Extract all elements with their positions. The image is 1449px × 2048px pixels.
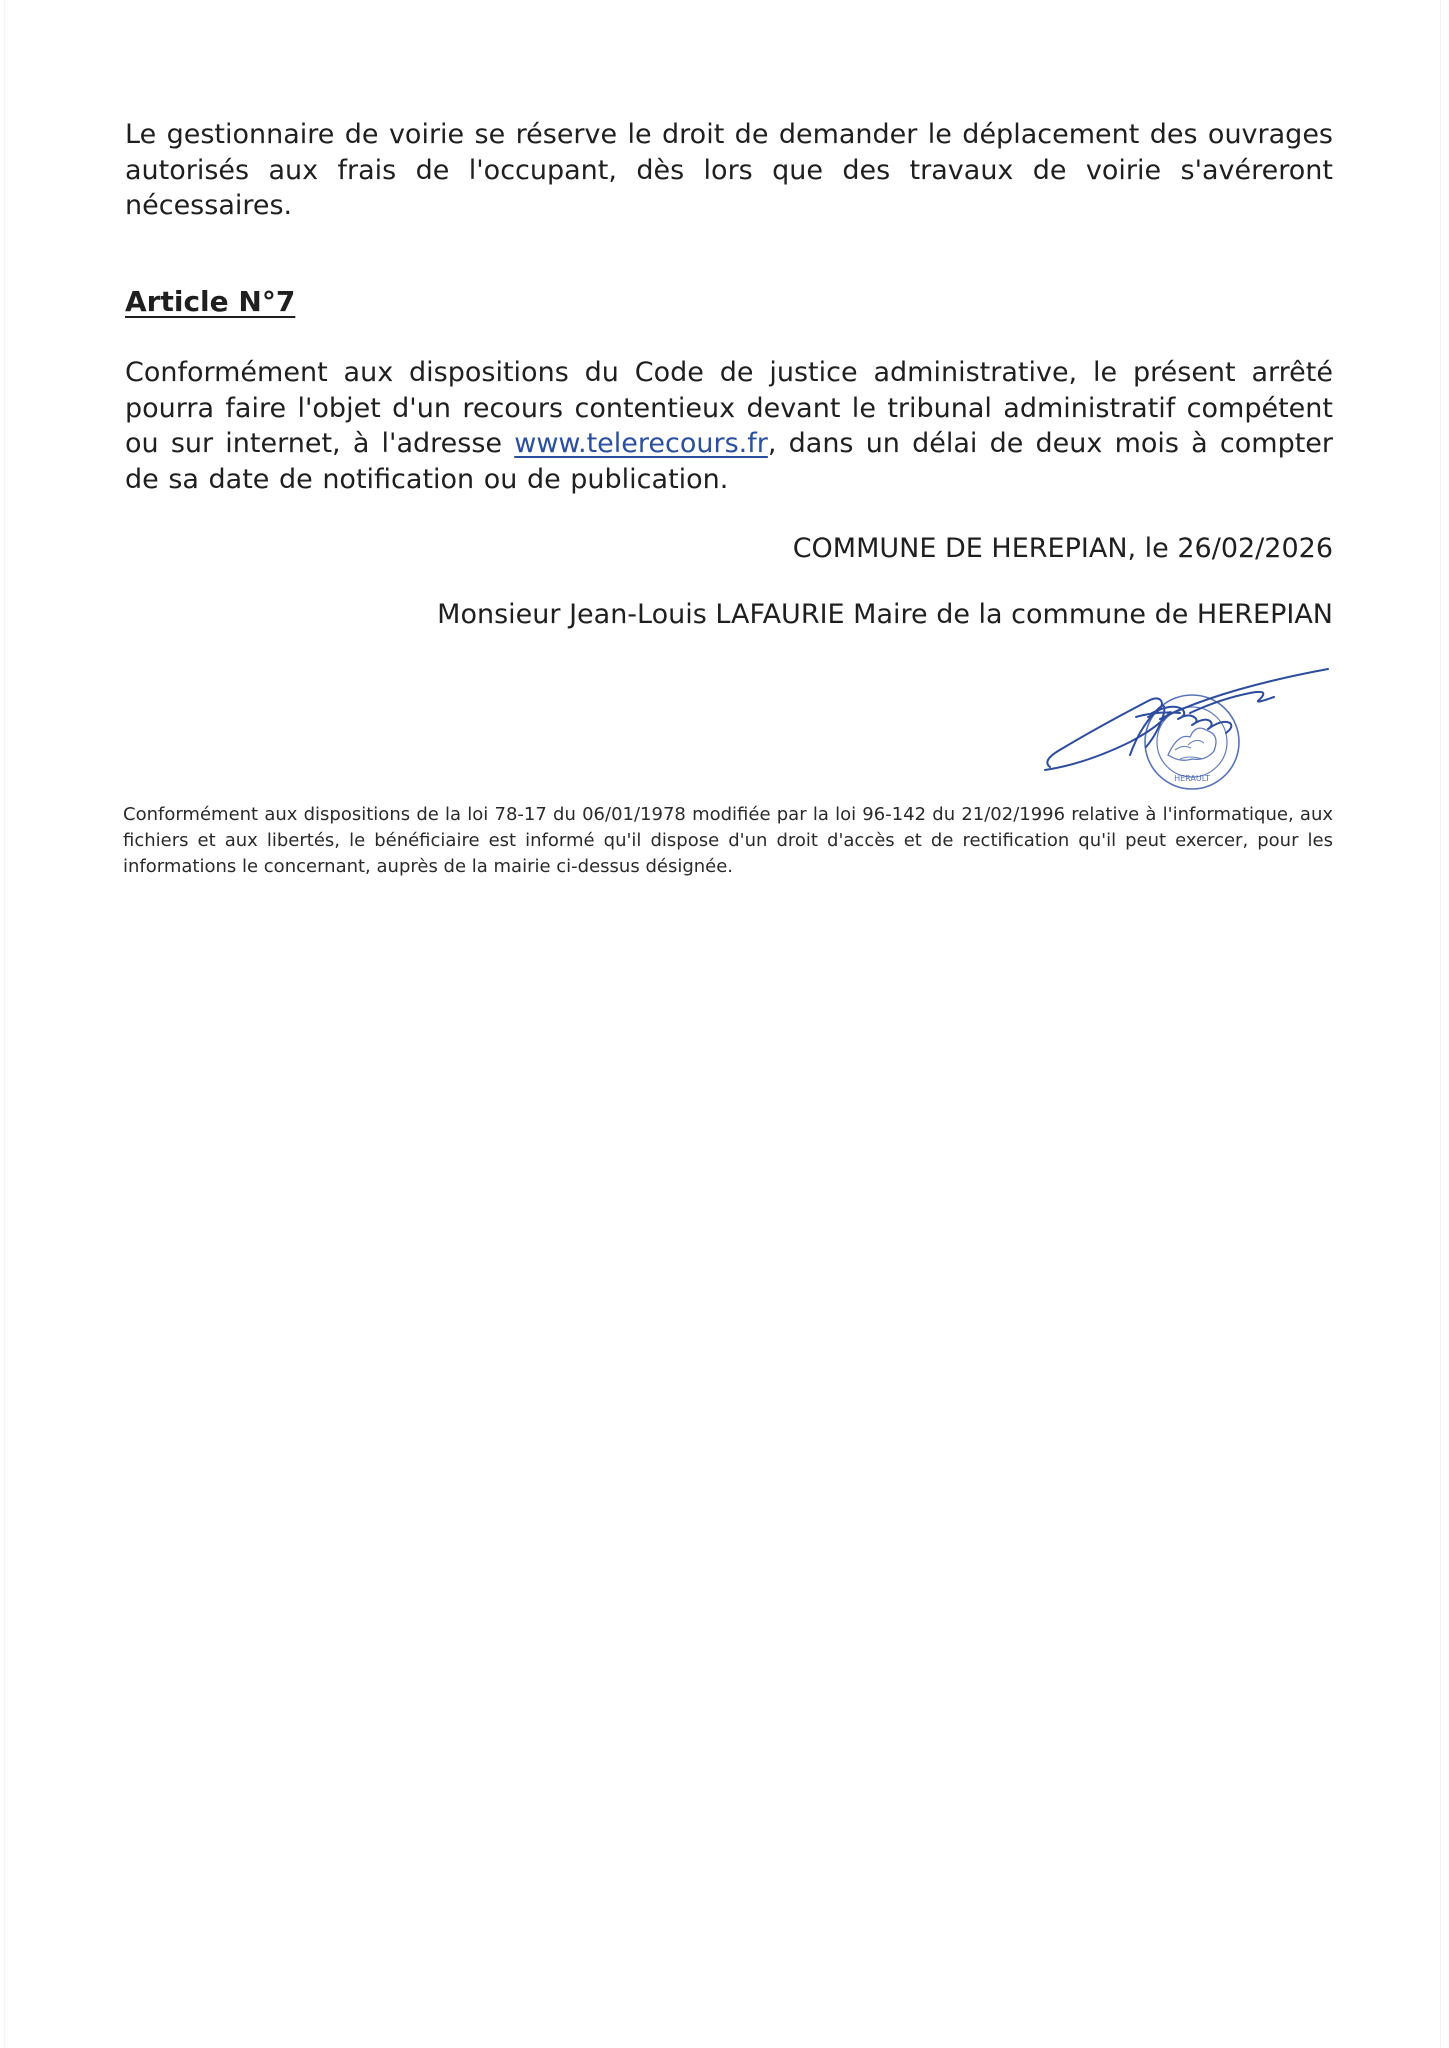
mayor-line: Monsieur Jean-Louis LAFAURIE Maire de la commune de HEREPIAN [437,599,1333,630]
date-line: COMMUNE DE HEREPIAN, le 26/02/2026 [792,533,1333,564]
article-heading: Article N°7 [125,285,296,318]
scan-edge-left [4,0,5,2048]
telerecours-link[interactable]: www.telerecours.fr [514,428,768,459]
seal-text: HERAULT [1174,774,1210,783]
paragraph-recours-text-start: Conformément aux dispositions du Code de justice administrative, le présent arrêté pourra faire l'objet d'un recours contentieux devant le tribunal administratif compétent ou sur internet, à l'adresse [125,357,1333,459]
signature-and-seal [1040,655,1330,790]
mayor-signature [1045,669,1328,770]
data-protection-footnote: Conformément aux dispositions de la loi 78-17 du 06/01/1978 modifiée par la loi 96-142 du 21/02/1996 relative à l'informatique, aux fichiers et aux libertés, le bénéficiaire est informé qu'il dispose d'un droit d'accès et de rectification qu'il peut exercer, pour les informations le concernant, auprès de la mairie ci-dessus désignée. [123,804,1333,877]
paragraph-recours-text-end: , dans un délai de deux mois à compter de sa date de notification ou de publication. [125,428,1333,495]
paragraph-voirie: Le gestionnaire de voirie se réserve le droit de demander le déplacement des ouvrages autorisés aux frais de l'occupant, dès lors que des travaux de voirie s'avéreront nécessaires. [125,119,1333,221]
scan-edge-right [1440,0,1441,2048]
paragraph-recours [125,355,1333,497]
